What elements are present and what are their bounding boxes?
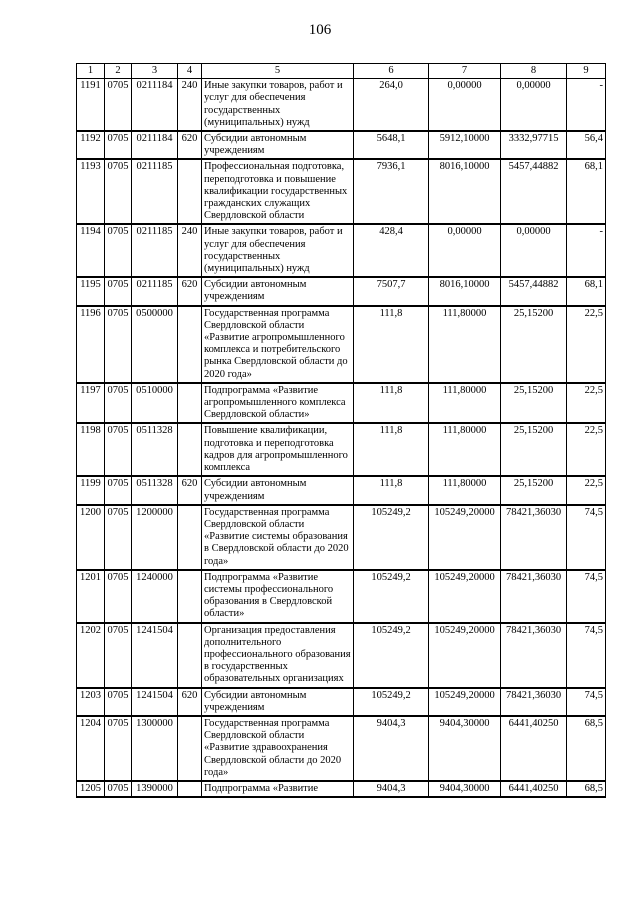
specified-amount: 8016,10000 bbox=[429, 277, 501, 305]
target-article-code: 0211185 bbox=[132, 159, 178, 224]
target-article-code: 0511328 bbox=[132, 423, 178, 476]
expense-type-code bbox=[178, 781, 202, 797]
target-article-code: 0211184 bbox=[132, 131, 178, 159]
execution-percent: 22,5 bbox=[567, 423, 606, 476]
row-number: 1196 bbox=[77, 306, 105, 383]
executed-amount: 25,15200 bbox=[501, 383, 567, 424]
executed-amount: 78421,36030 bbox=[501, 570, 567, 623]
table-row bbox=[77, 306, 606, 383]
table-row bbox=[77, 383, 606, 424]
target-article-code: 0511328 bbox=[132, 476, 178, 504]
executed-amount: 25,15200 bbox=[501, 306, 567, 383]
executed-amount: 25,15200 bbox=[501, 423, 567, 476]
row-number: 1199 bbox=[77, 476, 105, 504]
plan-amount: 105249,2 bbox=[354, 505, 429, 570]
executed-amount: 5457,44882 bbox=[501, 159, 567, 224]
column-header-8: 8 bbox=[501, 64, 567, 79]
table-row bbox=[77, 781, 606, 797]
executed-amount: 5457,44882 bbox=[501, 277, 567, 305]
table-row bbox=[77, 505, 606, 570]
expense-type-code: 240 bbox=[178, 79, 202, 131]
target-article-code: 1200000 bbox=[132, 505, 178, 570]
column-header-5: 5 bbox=[202, 64, 354, 79]
specified-amount: 111,80000 bbox=[429, 423, 501, 476]
page-number: 106 bbox=[308, 22, 332, 38]
plan-amount: 111,8 bbox=[354, 306, 429, 383]
target-article-code: 0510000 bbox=[132, 383, 178, 424]
specified-amount: 111,80000 bbox=[429, 383, 501, 424]
header-row bbox=[77, 64, 606, 79]
section-code: 0705 bbox=[105, 224, 132, 277]
column-header-1: 1 bbox=[77, 64, 105, 79]
executed-amount: 6441,40250 bbox=[501, 781, 567, 797]
item-name: Подпрограмма «Развитие bbox=[202, 781, 354, 797]
section-code: 0705 bbox=[105, 505, 132, 570]
section-code: 0705 bbox=[105, 476, 132, 504]
table-row bbox=[77, 224, 606, 277]
expense-type-code bbox=[178, 383, 202, 424]
plan-amount: 7507,7 bbox=[354, 277, 429, 305]
executed-amount: 0,00000 bbox=[501, 224, 567, 277]
section-code: 0705 bbox=[105, 423, 132, 476]
expense-type-code bbox=[178, 716, 202, 781]
expense-type-code: 620 bbox=[178, 277, 202, 305]
execution-percent: 68,1 bbox=[567, 159, 606, 224]
execution-percent: 74,5 bbox=[567, 505, 606, 570]
section-code: 0705 bbox=[105, 277, 132, 305]
row-number: 1202 bbox=[77, 623, 105, 688]
column-header-3: 3 bbox=[132, 64, 178, 79]
execution-percent: 22,5 bbox=[567, 383, 606, 424]
row-number: 1198 bbox=[77, 423, 105, 476]
expense-type-code: 620 bbox=[178, 131, 202, 159]
target-article-code: 1241504 bbox=[132, 623, 178, 688]
budget-table bbox=[76, 63, 606, 798]
item-name: Субсидии автономным учреждениям bbox=[202, 131, 354, 159]
column-header-2: 2 bbox=[105, 64, 132, 79]
specified-amount: 105249,20000 bbox=[429, 688, 501, 716]
table-row bbox=[77, 476, 606, 504]
item-name: Субсидии автономным учреждениям bbox=[202, 277, 354, 305]
row-number: 1204 bbox=[77, 716, 105, 781]
table-row bbox=[77, 716, 606, 781]
table-row bbox=[77, 159, 606, 224]
row-number: 1197 bbox=[77, 383, 105, 424]
item-name: Повышение квалификации, подготовка и переподготовка кадров для агропромышленного комплекса bbox=[202, 423, 354, 476]
item-name: Иные закупки товаров, работ и услуг для обеспечения государственных (муниципальных) нужд bbox=[202, 224, 354, 277]
plan-amount: 9404,3 bbox=[354, 781, 429, 797]
executed-amount: 25,15200 bbox=[501, 476, 567, 504]
table-row bbox=[77, 79, 606, 131]
section-code: 0705 bbox=[105, 306, 132, 383]
row-number: 1205 bbox=[77, 781, 105, 797]
specified-amount: 111,80000 bbox=[429, 306, 501, 383]
item-name: Государственная программа Свердловской области «Развитие агропромышленного комплекса и потребительского рынка Свердловской области до 2020 года» bbox=[202, 306, 354, 383]
plan-amount: 111,8 bbox=[354, 383, 429, 424]
specified-amount: 8016,10000 bbox=[429, 159, 501, 224]
executed-amount: 78421,36030 bbox=[501, 623, 567, 688]
executed-amount: 78421,36030 bbox=[501, 688, 567, 716]
item-name: Профессиональная подготовка, переподготовка и повышение квалификации государственных гражданских служащих Свердловской области bbox=[202, 159, 354, 224]
plan-amount: 105249,2 bbox=[354, 688, 429, 716]
section-code: 0705 bbox=[105, 383, 132, 424]
target-article-code: 0211184 bbox=[132, 79, 178, 131]
plan-amount: 111,8 bbox=[354, 476, 429, 504]
execution-percent: 74,5 bbox=[567, 688, 606, 716]
row-number: 1193 bbox=[77, 159, 105, 224]
column-header-7: 7 bbox=[429, 64, 501, 79]
item-name: Организация предоставления дополнительного профессионального образования в государственных образовательных организациях bbox=[202, 623, 354, 688]
row-number: 1192 bbox=[77, 131, 105, 159]
execution-percent: - bbox=[567, 79, 606, 131]
target-article-code: 1390000 bbox=[132, 781, 178, 797]
specified-amount: 105249,20000 bbox=[429, 505, 501, 570]
target-article-code: 1300000 bbox=[132, 716, 178, 781]
column-header-4: 4 bbox=[178, 64, 202, 79]
execution-percent: 68,5 bbox=[567, 781, 606, 797]
plan-amount: 428,4 bbox=[354, 224, 429, 277]
table-row bbox=[77, 277, 606, 305]
target-article-code: 0211185 bbox=[132, 224, 178, 277]
target-article-code: 1240000 bbox=[132, 570, 178, 623]
section-code: 0705 bbox=[105, 688, 132, 716]
plan-amount: 9404,3 bbox=[354, 716, 429, 781]
item-name: Субсидии автономным учреждениям bbox=[202, 476, 354, 504]
table-row bbox=[77, 688, 606, 716]
specified-amount: 111,80000 bbox=[429, 476, 501, 504]
row-number: 1191 bbox=[77, 79, 105, 131]
specified-amount: 105249,20000 bbox=[429, 570, 501, 623]
plan-amount: 5648,1 bbox=[354, 131, 429, 159]
table-body bbox=[77, 79, 606, 797]
plan-amount: 111,8 bbox=[354, 423, 429, 476]
expense-type-code: 620 bbox=[178, 476, 202, 504]
execution-percent: 22,5 bbox=[567, 476, 606, 504]
section-code: 0705 bbox=[105, 623, 132, 688]
column-header-6: 6 bbox=[354, 64, 429, 79]
section-code: 0705 bbox=[105, 159, 132, 224]
expense-type-code bbox=[178, 159, 202, 224]
execution-percent: 56,4 bbox=[567, 131, 606, 159]
executed-amount: 6441,40250 bbox=[501, 716, 567, 781]
execution-percent: 68,5 bbox=[567, 716, 606, 781]
section-code: 0705 bbox=[105, 781, 132, 797]
expense-type-code bbox=[178, 570, 202, 623]
item-name: Иные закупки товаров, работ и услуг для обеспечения государственных (муниципальных) нужд bbox=[202, 79, 354, 131]
expense-type-code bbox=[178, 306, 202, 383]
executed-amount: 0,00000 bbox=[501, 79, 567, 131]
executed-amount: 3332,97715 bbox=[501, 131, 567, 159]
table-row bbox=[77, 131, 606, 159]
plan-amount: 105249,2 bbox=[354, 623, 429, 688]
expense-type-code bbox=[178, 623, 202, 688]
specified-amount: 9404,30000 bbox=[429, 781, 501, 797]
execution-percent: 74,5 bbox=[567, 623, 606, 688]
target-article-code: 0211185 bbox=[132, 277, 178, 305]
execution-percent: 68,1 bbox=[567, 277, 606, 305]
execution-percent: 22,5 bbox=[567, 306, 606, 383]
row-number: 1194 bbox=[77, 224, 105, 277]
specified-amount: 105249,20000 bbox=[429, 623, 501, 688]
section-code: 0705 bbox=[105, 79, 132, 131]
table-header bbox=[77, 64, 606, 79]
item-name: Государственная программа Свердловской области «Развитие системы образования в Свердловской области до 2020 года» bbox=[202, 505, 354, 570]
plan-amount: 264,0 bbox=[354, 79, 429, 131]
specified-amount: 5912,10000 bbox=[429, 131, 501, 159]
expense-type-code: 240 bbox=[178, 224, 202, 277]
plan-amount: 7936,1 bbox=[354, 159, 429, 224]
item-name: Субсидии автономным учреждениям bbox=[202, 688, 354, 716]
row-number: 1201 bbox=[77, 570, 105, 623]
expense-type-code: 620 bbox=[178, 688, 202, 716]
section-code: 0705 bbox=[105, 716, 132, 781]
expense-type-code bbox=[178, 423, 202, 476]
specified-amount: 0,00000 bbox=[429, 224, 501, 277]
execution-percent: 74,5 bbox=[567, 570, 606, 623]
specified-amount: 9404,30000 bbox=[429, 716, 501, 781]
execution-percent: - bbox=[567, 224, 606, 277]
row-number: 1195 bbox=[77, 277, 105, 305]
section-code: 0705 bbox=[105, 131, 132, 159]
row-number: 1203 bbox=[77, 688, 105, 716]
item-name: Государственная программа Свердловской области «Развитие здравоохранения Свердловской области до 2020 года» bbox=[202, 716, 354, 781]
executed-amount: 78421,36030 bbox=[501, 505, 567, 570]
item-name: Подпрограмма «Развитие агропромышленного комплекса Свердловской области» bbox=[202, 383, 354, 424]
target-article-code: 1241504 bbox=[132, 688, 178, 716]
table-row bbox=[77, 570, 606, 623]
expense-type-code bbox=[178, 505, 202, 570]
table-row bbox=[77, 423, 606, 476]
section-code: 0705 bbox=[105, 570, 132, 623]
plan-amount: 105249,2 bbox=[354, 570, 429, 623]
row-number: 1200 bbox=[77, 505, 105, 570]
table-row bbox=[77, 623, 606, 688]
item-name: Подпрограмма «Развитие системы профессионального образования в Свердловской области» bbox=[202, 570, 354, 623]
specified-amount: 0,00000 bbox=[429, 79, 501, 131]
target-article-code: 0500000 bbox=[132, 306, 178, 383]
column-header-9: 9 bbox=[567, 64, 606, 79]
